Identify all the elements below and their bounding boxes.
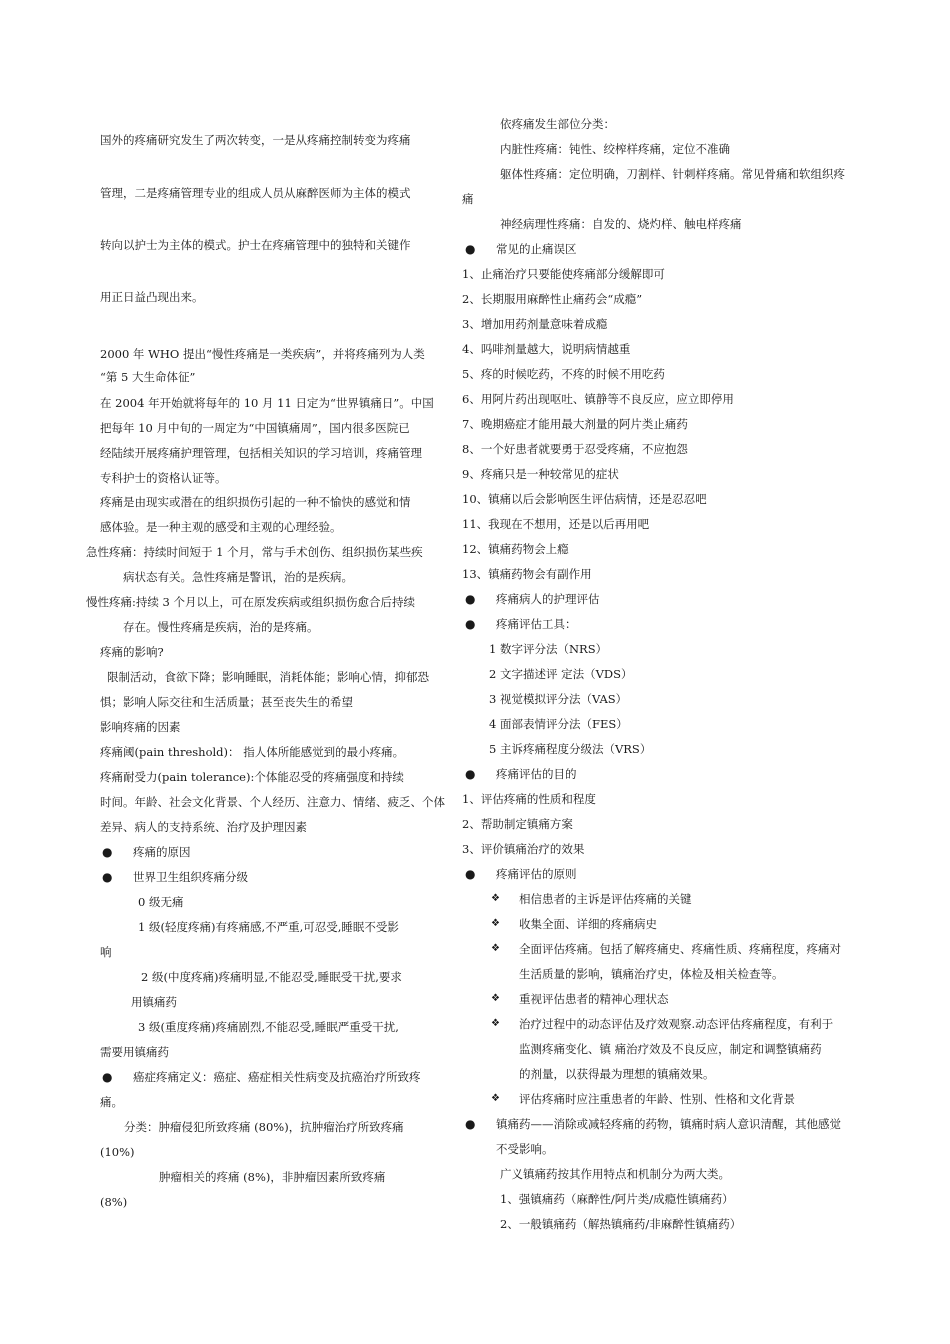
bullet-icon: ● [465,592,476,606]
tools-title: 疼痛评估工具： [496,617,577,631]
influence-title: 疼痛的影响? [100,645,164,659]
who-grade-title: 世界卫生组织疼痛分级 [133,870,248,884]
myth-item: 10、镇痛以后会影响医生评估病情，还是忍忍吧 [462,492,707,506]
analgesic-classes: 广义镇痛药按其作用特点和机制分为两大类。 [500,1167,730,1181]
who-line: 在 2004 年开始就将每年的 10 月 11 日定为“世界镇痛日”。中国 [100,396,434,410]
cancer-pain-definition: 癌症疼痛定义：癌症、癌症相关性病变及抗癌治疗所致疼 [133,1070,421,1084]
purpose-title: 疼痛评估的目的 [496,767,577,781]
purpose-item: 2、帮助制定镇痛方案 [462,817,573,831]
principle-item: 相信患者的主诉是评估疼痛的关键 [519,892,692,906]
pain-definition: 疼痛是由现实或潜在的组织损伤引起的一种不愉快的感觉和情 [100,495,411,509]
diamond-bullet-icon: ❖ [491,1018,500,1029]
tool-item: 3 视觉模拟评分法（VAS） [489,692,628,706]
purpose-item: 1、评估疼痛的性质和程度 [462,792,596,806]
bullet-icon: ● [465,867,476,881]
chronic-pain: 慢性疼痛:持续 3 个月以上，可在原发疾病或组织损伤愈合后持续 [86,595,415,609]
principle-item: 全面评估疼痛。包括了解疼痛史、疼痛性质、疼痛程度，疼痛对 [519,942,841,956]
who-line: 经陆续开展疼痛护理管理，包括相关知识的学习培训，疼痛管理 [100,446,422,460]
bullet-icon: ● [465,767,476,781]
cancer-classification: (10%) [100,1145,135,1159]
cancer-classification: 分类：肿瘤侵犯所致疼痛 (80%)，抗肿瘤治疗所致疼痛 [124,1120,404,1134]
grade-0: 0 级无痛 [138,895,184,909]
influence-text: 惧；影响人际交往和生活质量；甚至丧失生的希望 [100,695,353,709]
tool-item: 4 面部表情评分法（FES） [489,717,628,731]
grade-1: 响 [100,945,112,959]
visceral-pain: 内脏性疼痛：钝性、绞榨样疼痛，定位不准确 [500,142,730,156]
strong-analgesic: 1、强镇痛药（麻醉性/阿片类/成瘾性镇痛药） [500,1192,734,1206]
cause-title: 疼痛的原因 [133,845,191,859]
principle-item: 治疗过程中的动态评估及疗效观察.动态评估疼痛程度，有利于 [519,1017,834,1031]
myth-item: 4、吗啡剂量越大，说明病情越重 [462,342,631,356]
myth-item: 1、止痛治疗只要能使疼痛部分缓解即可 [462,267,665,281]
grade-2: 用镇痛药 [131,995,177,1009]
site-classification-title: 依疼痛发生部位分类： [500,117,615,131]
intro-line: 转向以护士为主体的模式。护士在疼痛管理中的独特和关键作 [100,238,411,252]
who-line: 2000 年 WHO 提出“慢性疼痛是一类疾病”，并将疼痛列为人类 [100,347,425,361]
bullet-icon: ● [465,617,476,631]
principle-item: 评估疼痛时应注重患者的年龄、性别、性格和文化背景 [519,1092,795,1106]
principles-title: 疼痛评估的原则 [496,867,577,881]
diamond-bullet-icon: ❖ [491,893,500,904]
principle-item: 收集全面、详细的疼痛病史 [519,917,657,931]
tool-item: 1 数字评分法（NRS） [489,642,608,656]
bullet-icon: ● [465,242,476,256]
neuropathic-pain: 神经病理性疼痛：自发的、烧灼样、触电样疼痛 [500,217,742,231]
bullet-icon: ● [102,845,113,859]
grade-3: 需要用镇痛药 [100,1045,169,1059]
diamond-bullet-icon: ❖ [491,918,500,929]
myth-item: 3、增加用药剂量意味着成瘾 [462,317,608,331]
grade-1: 1 级(轻度疼痛)有疼痛感,不严重,可忍受,睡眠不受影 [138,920,399,934]
principle-item: 的剂量，以获得最为理想的镇痛效果。 [519,1067,715,1081]
myth-item: 2、长期服用麻醉性止痛药会“成瘾” [462,292,643,306]
somatic-pain: 痛 [462,192,474,206]
cancer-pain-definition: 痛。 [100,1095,123,1109]
myth-item: 6、用阿片药出现呕吐、镇静等不良反应，应立即停用 [462,392,734,406]
purpose-item: 3、评价镇痛治疗的效果 [462,842,585,856]
chronic-pain: 存在。慢性疼痛是疾病，治的是疼痛。 [123,620,319,634]
grade-2: 2 级(中度疼痛)疼痛明显,不能忍受,睡眠受干扰,要求 [141,970,402,984]
somatic-pain: 躯体性疼痛：定位明确，刀割样、针刺样疼痛。常见骨痛和软组织疼 [500,167,845,181]
bullet-icon: ● [102,1070,113,1084]
myth-item: 8、一个好患者就要勇于忍受疼痛，不应抱怨 [462,442,688,456]
myth-item: 12、镇痛药物会上瘾 [462,542,569,556]
myth-item: 11、我现在不想用，还是以后再用吧 [462,517,650,531]
myth-item: 7、晚期癌症才能用最大剂量的阿片类止痛药 [462,417,688,431]
diamond-bullet-icon: ❖ [491,943,500,954]
diamond-bullet-icon: ❖ [491,1093,500,1104]
myth-item: 5、疼的时候吃药，不疼的时候不用吃药 [462,367,665,381]
principle-item: 监测疼痛变化、镇 痛治疗效及不良反应，制定和调整镇痛药 [519,1042,822,1056]
cancer-classification: (8%) [100,1195,128,1209]
pain-tolerance: 差异、病人的支持系统、治疗及护理因素 [100,820,307,834]
tool-item: 2 文字描述评 定法（VDS） [489,667,633,681]
general-analgesic: 2、一般镇痛药（解热镇痛药/非麻醉性镇痛药） [500,1217,742,1231]
intro-line: 管理，二是疼痛管理专业的组成人员从麻醉医师为主体的模式 [100,186,411,200]
pain-tolerance: 时间。年龄、社会文化背景、个人经历、注意力、情绪、疲乏、个体 [100,795,445,809]
intro-line: 国外的疼痛研究发生了两次转变，一是从疼痛控制转变为疼痛 [100,133,411,147]
pain-definition: 感体验。是一种主观的感受和主观的心理经验。 [100,520,342,534]
who-line: 把每年 10 月中旬的一周定为“中国镇痛周”，国内很多医院已 [100,421,410,435]
influence-text: 限制活动，食欲下降；影响睡眠，消耗体能；影响心情，抑郁恐 [107,670,429,684]
grade-3: 3 级(重度疼痛)疼痛剧烈,不能忍受,睡眠严重受干扰, [138,1020,399,1034]
who-line: 专科护士的资格认证等。 [100,471,227,485]
myth-item: 9、疼痛只是一种较常见的症状 [462,467,619,481]
principle-item: 重视评估患者的精神心理状态 [519,992,669,1006]
who-line: “第 5 大生命体征” [100,370,196,384]
bullet-icon: ● [465,1117,476,1131]
diamond-bullet-icon: ❖ [491,993,500,1004]
cancer-classification: 肿瘤相关的疼痛 (8%)，非肿瘤因素所致疼痛 [159,1170,386,1184]
analgesic-definition: 镇痛药——消除或减轻疼痛的药物，镇痛时病人意识清醒，其他感觉 [496,1117,841,1131]
analgesic-definition: 不受影响。 [496,1142,554,1156]
acute-pain: 急性疼痛：持续时间短于 1 个月，常与手术创伤、组织损伤某些疾 [86,545,423,559]
nursing-eval-title: 疼痛病人的护理评估 [496,592,600,606]
bullet-icon: ● [102,870,113,884]
intro-line: 用正日益凸现出来。 [100,290,204,304]
myths-title: 常见的止痛误区 [496,242,577,256]
principle-item: 生活质量的影响，镇痛治疗史，体检及相关检查等。 [519,967,784,981]
pain-threshold: 疼痛阈(pain threshold)： 指人体所能感觉到的最小疼痛。 [100,745,405,759]
pain-tolerance: 疼痛耐受力(pain tolerance):个体能忍受的疼痛强度和持续 [100,770,404,784]
factors-title: 影响疼痛的因素 [100,720,181,734]
acute-pain: 病状态有关。急性疼痛是警讯，治的是疾病。 [123,570,353,584]
myth-item: 13、镇痛药物会有副作用 [462,567,592,581]
tool-item: 5 主诉疼痛程度分级法（VRS） [489,742,652,756]
